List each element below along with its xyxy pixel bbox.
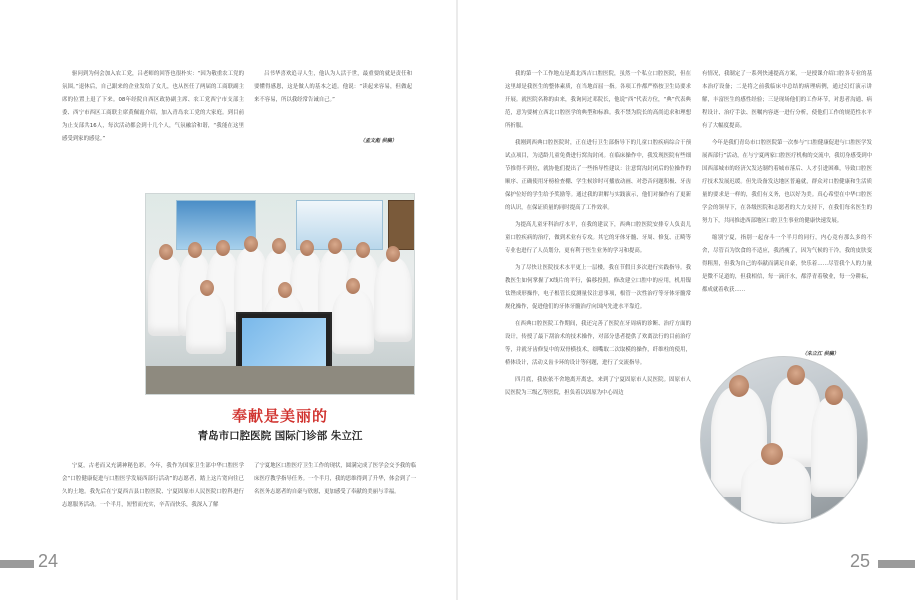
- page-number-left: 24: [38, 551, 59, 571]
- group-photo: [145, 193, 415, 395]
- paragraph: 驱问到为何会加入农工党，吕老师的回答也很朴实：“因为敬重农工党的氛围。”退休后，自己跟来的企业发给了女儿，也从医任了两届的工商联副主席的位置上退了下来。08年经院自西区政协副主席、农工党西宁市支部主委、西宁市西区工商联主席黄佩霞介绍，加入青岛农工党的大家庭。到目前为止支部共16人，每次活动都会到十几个人，气氛融洽和谐，“我能在这里感受到家的感觉。”: [62, 71, 244, 142]
- right-col2: [702, 68, 872, 348]
- page-number-right: 25: [850, 551, 871, 571]
- paragraph: 吕书华喜欢追寻人生，他认为人活于世，最重要的就是责任和要懂得感恩，这是做人的基本之道。他说：“读起来容易，但做起来不容易，所以我经常告诫自己。”: [254, 71, 412, 103]
- signature-top: （孟文彪 供稿）: [360, 138, 397, 144]
- left-col2-bottom: [254, 460, 416, 520]
- paragraph: 宁夏，古老而又充满神秘色彩。今年，我作为国家卫生部中华口腔医学会“口腔健康促进与口腔医学发展西部行活动”的志愿者，踏上这片宽向往已久的土地。我先后在宁夏西吉县口腔医院、宁夏固原市人民医院口腔科进行志愿服务活动。一个半月，短暂而充实，辛苦而快乐，我深入了解: [62, 463, 244, 508]
- article-subtitle: 青岛市口腔医院 国际门诊部 朱立江: [197, 430, 363, 442]
- left-col2-top: [254, 68, 412, 118]
- desk: [146, 366, 414, 394]
- paragraph: 为了尽快让医院技术水平更上一层楼，我在节假日多次进行实践指导。我教医生如何掌握了X线片的平行，偏移投照，修改建立口腔中的应用，机用镍钛锉成形操作，电子根管长度测量仪注意事项，根管一次性治疗等牙体牙髓常规化操作，促进他们的牙体牙髓治疗向国内先进水平靠近。: [505, 265, 691, 310]
- left-col1-top: [62, 68, 244, 178]
- photo-caption: （朱立江 供稿）: [802, 351, 839, 357]
- paragraph: 今年是我们青岛市口腔医院第一次参与“口腔健康促进与口腔医学发展西部行”活动，在与宁夏两家口腔医疗机构的交流中，我切身感受到中国西部城市的经济欠发达制约着城市落后、人才引进困难，导致口腔医疗技术发展迟缓。但先设备发达地区普遍就，群众对口腔健康和生活质量的要求是一样的，我们有义务，也以好为美。真心希望在中华口腔医学会的领导下，在各级医院和志愿者的大力支持下，在我们每名医生的努力下，共同推进西部地区口腔卫生事业的健康快速发展。: [702, 140, 872, 224]
- page-bar-right: [878, 560, 915, 568]
- right-col1: [505, 68, 691, 538]
- wooden-cabinet: [388, 200, 415, 250]
- right-page: [458, 0, 915, 600]
- article-title: 奉献是美丽的: [231, 407, 328, 425]
- page-bar-left: [0, 560, 34, 568]
- paragraph: 为提高儿童牙科治疗水平，在我的建议下，西典口腔医院安排专人负责儿童口腔疾病的治疗，做到术业有专攻。其它的牙体牙髓、牙周、修复、正畸等专业也进行了人员划分，更有利于医生业务的学习和提高。: [505, 222, 691, 254]
- paragraph: 我刚到西典口腔医院时，正在进行卫生部指导下的儿童口腔疾病综合干预试点项目，为适龄儿童免费进行窝沟封闭。在临床操作中，我发现医院有些细节推得不到位，就协他们提出了一些指导性建议：注意窝沟封闭后的位操作的顺序、正确使用牙榜检查棚、学生候诊时可播放动画、对恐音问题积极、牙齿保护位好的学生给予奖励等。通过我的讲解与实践演示，他们对操作有了更新的认识，在保证质量的同时提高了工作效率。: [505, 140, 691, 211]
- paragraph: 我的第一个工作地点是离北西吉口腔医院，虽然一个私立口腔医院，但在这里却是我医生的整体素质，在当地首屈一指。各项工作都严格按卫生局要求开展。就医院名称的由来，我询问过邓院长，他说“西”代表方位，“典”代表典范，意为要树立西北口腔医学的典型和标准。我不禁为院长的高尚追求和理想所折服。: [505, 71, 691, 129]
- paragraph: 四月底，我依依不舍地离开离忠，来到了宁夏固原市人民医院。固原市人民医院为三级乙等医院，担负着以固原为中心周边: [505, 377, 691, 396]
- left-col1-bottom: [62, 460, 244, 542]
- paragraph: 缩别宁夏，指别一起奋斗一个半月的同行，内心竟有那么多的不舍，尽管百为饮食的不适应，我消瘦了，因为气候的干冷，我的皮肤变得粗黑，但我为自己的奉献而满足自豪，快乐着……尽管我个人的力量是微不足道的，但我相信，每一滴汗水，都浮青着敬业，每一分耕耘，都成就着收获……: [702, 235, 872, 293]
- dental-treatment-photo: [700, 356, 868, 524]
- left-page: [0, 0, 457, 600]
- paragraph: 有情况，我制定了一系列快速提高方案，一是授课介绍口腔各专业的基本治疗设备；二是将之前我临床中总结的病理病例，通过幻灯演示讲解，丰富医生的感性经验；三是现场他们的工作环节，对患者沟通、病程设计、治疗手法、医嘱内容逐一进行分析，使他们工作的规范性水平有了大幅度提高。: [702, 71, 872, 129]
- paragraph: 在西典口腔医院工作期间，我还完善了医院在牙周病的诊断、治疗方面的设计，传授了最下刮治术的技术操作，对部分患者提供了欢离法行的目前治疗等，并就牙齿修复中的双骨横技术，细嘴取二次取模的操作，纤维柱的使用，桥体设计，活动义齿卡环的设计等问题，进行了交流指导。: [505, 321, 691, 366]
- paragraph: 了宁夏地区口腔医疗卫生工作的现状，圆满完成了医学会交予我的临床医疗教学指导任务。一个半月，我的思维得到了升华，体会到了一名医务志愿者的自豪与欣慰，更加感受了奉献的美丽与幸福。: [254, 463, 416, 495]
